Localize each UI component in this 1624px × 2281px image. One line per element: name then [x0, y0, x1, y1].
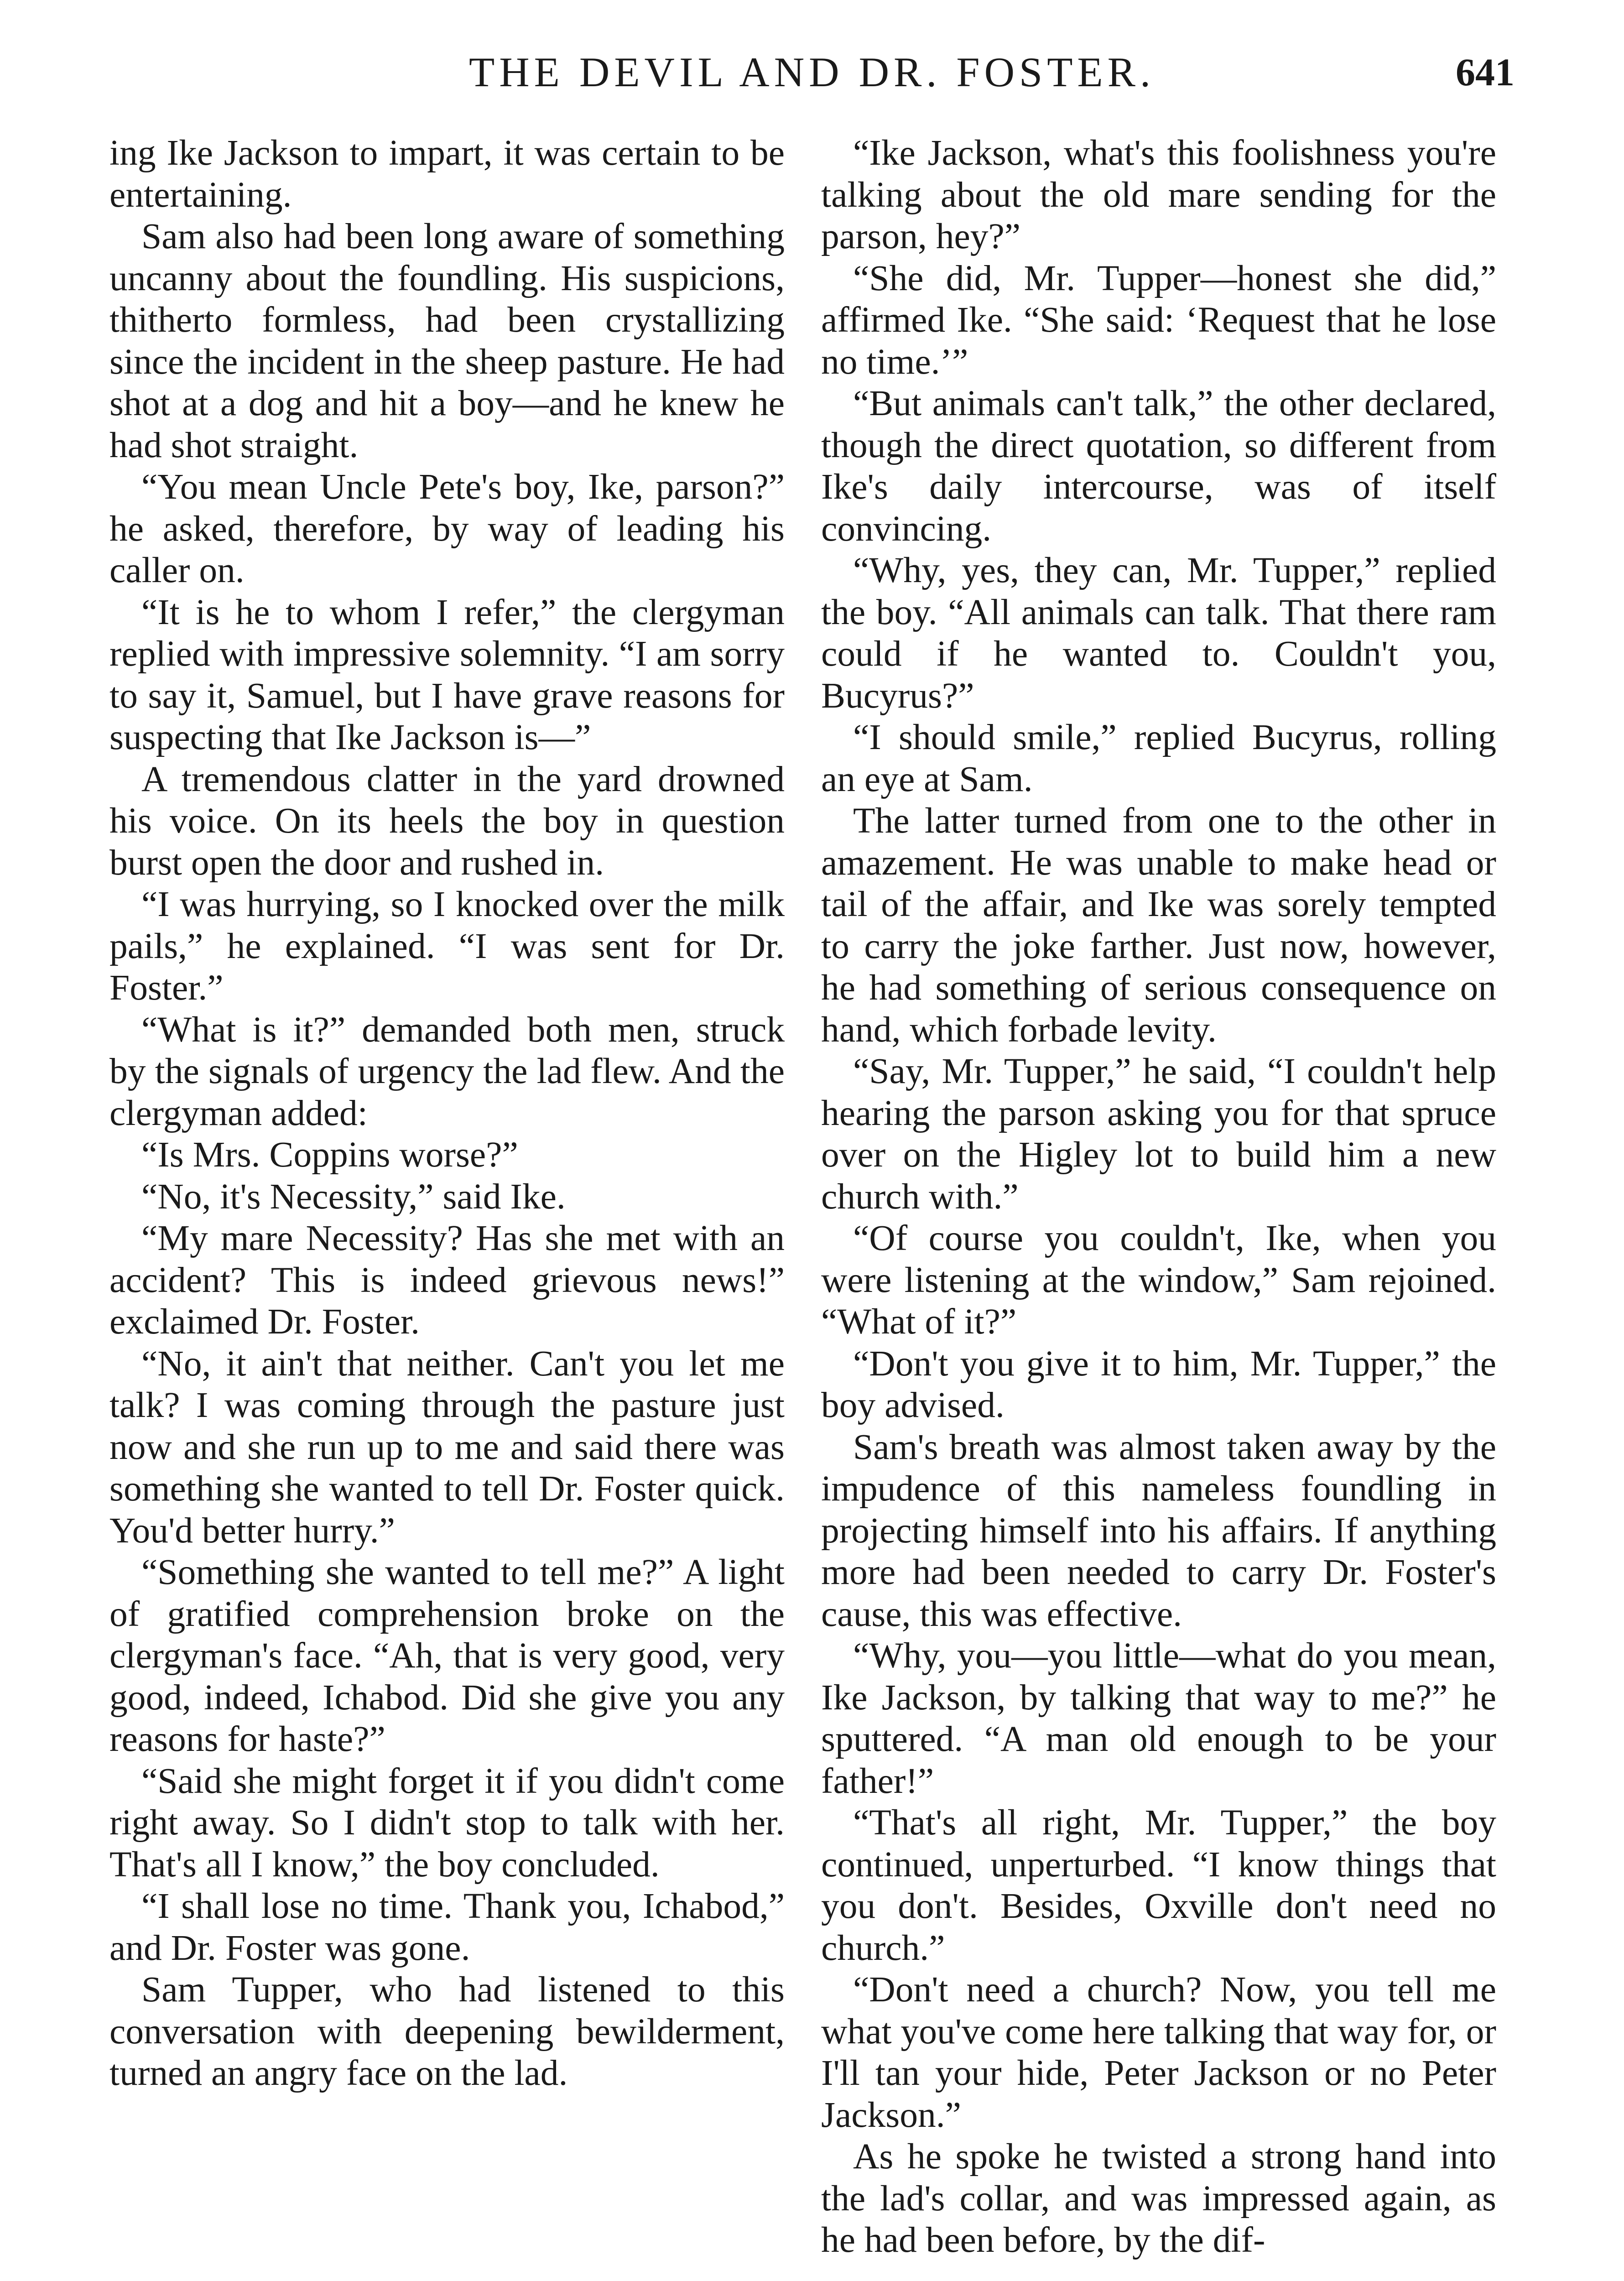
paragraph: “That's all right, Mr. Tupper,” the boy continued, unperturbed. “I know things that you don't. Besides, Oxville don't need no church.”: [821, 1802, 1496, 1968]
paragraph: “But animals can't talk,” the other declared, though the direct quotation, so different from Ike's daily intercourse, was of itself convincing.: [821, 383, 1496, 549]
paragraph: “Ike Jackson, what's this foolishness you're talking about the old mare sending for the parson, hey?”: [821, 133, 1496, 256]
paragraph: ing Ike Jackson to impart, it was certain to be entertaining.: [109, 133, 785, 215]
paragraph: “I should smile,” replied Bucyrus, rolling an eye at Sam.: [821, 717, 1496, 799]
paragraph: “My mare Necessity? Has she met with an accident? This is indeed grievous news!” exclaimed Dr. Foster.: [109, 1218, 785, 1342]
paragraph: Sam's breath was almost taken away by the impudence of this nameless foundling in projecting himself into his affairs. If anything more had been needed to carry Dr. Foster's cause, this was effective.: [821, 1427, 1496, 1634]
paragraph: “You mean Uncle Pete's boy, Ike, parson?” he asked, therefore, by way of leading his caller on.: [109, 467, 785, 590]
paragraph: “I was hurrying, so I knocked over the milk pails,” he explained. “I was sent for Dr. Foster.”: [109, 884, 785, 1008]
paragraph: “No, it ain't that neither. Can't you let me talk? I was coming through the pasture just now and she run up to me and said there was something she wanted to tell Dr. Foster quick. You'd better hurry.”: [109, 1343, 785, 1551]
paragraph: Sam also had been long aware of something uncanny about the foundling. His suspicions, thitherto formless, had been crystallizing since the incident in the sheep pasture. He had shot at a dog and hit a boy—and he knew he had shot straight.: [109, 216, 785, 465]
paragraph: “No, it's Necessity,” said Ike.: [141, 1176, 566, 1217]
paragraph: “She did, Mr. Tupper—honest she did,” affirmed Ike. “She said: ‘Request that he lose no time.’”: [821, 258, 1496, 382]
right-text-column: [821, 132, 1496, 2261]
paragraph: “Don't need a church? Now, you tell me what you've come here talking that way for, or I'll tan your hide, Peter Jackson or no Peter Jackson.”: [821, 1969, 1496, 2135]
paragraph: The latter turned from one to the other in amazement. He was unable to make head or tail of the affair, and Ike was sorely tempted to carry the joke farther. Just now, however, he had something of serious consequence on hand, which forbade levity.: [821, 801, 1496, 1050]
paragraph: “Don't you give it to him, Mr. Tupper,” the boy advised.: [821, 1343, 1496, 1425]
paragraph: “Something she wanted to tell me?” A light of gratified comprehension broke on the clergyman's face. “Ah, that is very good, very good, indeed, Ichabod. Did she give you any reasons for haste?”: [109, 1552, 785, 1759]
paragraph: “Why, you—you little—what do you mean, Ike Jackson, by talking that way to me?” he sputtered. “A man old enough to be your father!”: [821, 1635, 1496, 1801]
paragraph: “Of course you couldn't, Ike, when you were listening at the window,” Sam rejoined. “What of it?”: [821, 1218, 1496, 1342]
running-header: [109, 40, 1515, 104]
left-text-column: [109, 132, 785, 2094]
paragraph: “Is Mrs. Coppins worse?”: [141, 1135, 518, 1175]
paragraph: “I shall lose no time. Thank you, Ichabod,” and Dr. Foster was gone.: [109, 1886, 785, 1968]
paragraph: “Why, yes, they can, Mr. Tupper,” replied the boy. “All animals can talk. That there ram could if he wanted to. Couldn't you, Bucyrus?”: [821, 550, 1496, 716]
paragraph: “Said she might forget it if you didn't come right away. So I didn't stop to talk with her. That's all I know,” the boy concluded.: [109, 1760, 785, 1885]
paragraph: A tremendous clatter in the yard drowned his voice. On its heels the boy in question burst open the door and rushed in.: [109, 759, 785, 883]
page-number: 641: [1456, 50, 1515, 94]
paragraph: Sam Tupper, who had listened to this conversation with deepening bewilderment, turned an angry face on the lad.: [109, 1969, 785, 2093]
paragraph: “What is it?” demanded both men, struck by the signals of urgency the lad flew. And the clergyman added:: [109, 1009, 785, 1133]
paragraph: “Say, Mr. Tupper,” he said, “I couldn't help hearing the parson asking you for that spruce over on the Higley lot to build him a new church with.”: [821, 1051, 1496, 1217]
paragraph: As he spoke he twisted a strong hand into the lad's collar, and was impressed again, as he had been before, by the dif-: [821, 2136, 1496, 2260]
running-title: THE DEVIL AND DR. FOSTER.: [469, 49, 1155, 95]
paragraph: “It is he to whom I refer,” the clergyman replied with impressive solemnity. “I am sorry to say it, Samuel, but I have grave reasons for suspecting that Ike Jackson is—”: [109, 592, 785, 757]
